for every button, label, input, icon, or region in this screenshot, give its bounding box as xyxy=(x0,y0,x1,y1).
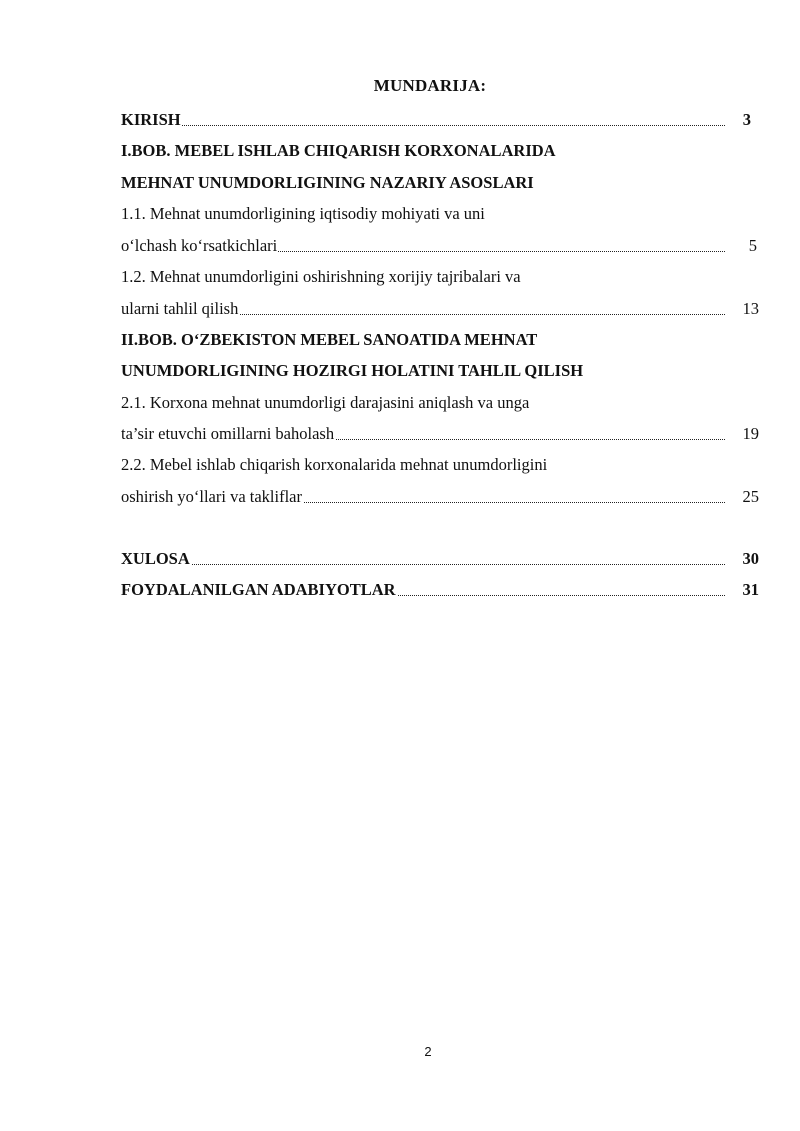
dot-leader xyxy=(121,564,725,565)
toc-entry-adabiyotlar[interactable] xyxy=(121,580,725,600)
toc-title: MUNDARIJA: xyxy=(373,76,487,95)
toc-entry-xulosa[interactable] xyxy=(121,549,725,569)
toc-entry-label: ularni tahlil qilish xyxy=(121,299,239,318)
toc-entry-label: FOYDALANILGAN ADABIYOTLAR xyxy=(121,580,396,599)
toc-page-number: 5 xyxy=(748,236,757,255)
chapter-heading[interactable]: UNUMDORLIGINING HOZIRGI HOLATINI TAHLIL QILISH xyxy=(121,361,584,380)
toc-page-number: 3 xyxy=(742,110,751,129)
toc-page-number: 19 xyxy=(742,424,759,443)
toc-page-number: 30 xyxy=(742,549,759,568)
toc-entry-label: o‘lchash ko‘rsatkichlari xyxy=(121,236,278,255)
toc-entry-text[interactable]: 2.1. Korxona mehnat unumdorligi darajasini aniqlash va unga xyxy=(121,393,530,412)
chapter-heading[interactable]: II.BOB. O‘ZBEKISTON MEBEL SANOATIDA MEHNAT xyxy=(121,330,538,349)
toc-entry-2-2[interactable] xyxy=(121,487,725,507)
toc-entry-kirish[interactable] xyxy=(121,110,725,130)
chapter-heading[interactable]: I.BOB. MEBEL ISHLAB CHIQARISH KORXONALARIDA xyxy=(121,141,556,160)
toc-entry-1-1[interactable] xyxy=(121,236,725,256)
page-number: 2 xyxy=(424,1044,432,1059)
toc-entry-text[interactable]: 1.2. Mehnat unumdorligini oshirishning xorijiy tajribalari va xyxy=(121,267,521,286)
toc-entry-2-1[interactable] xyxy=(121,424,725,444)
toc-entry-label: ta’sir etuvchi omillarni baholash xyxy=(121,424,335,443)
toc-entry-label: XULOSA xyxy=(121,549,190,568)
chapter-heading[interactable]: MEHNAT UNUMDORLIGINING NAZARIY ASOSLARI xyxy=(121,173,534,192)
toc-page-number: 13 xyxy=(742,299,759,318)
toc-page-number: 25 xyxy=(742,487,759,506)
toc-entry-label: KIRISH xyxy=(121,110,181,129)
toc-page-number: 31 xyxy=(742,580,759,599)
toc-entry-text[interactable]: 1.1. Mehnat unumdorligining iqtisodiy mohiyati va uni xyxy=(121,204,485,223)
toc-entry-1-2[interactable] xyxy=(121,299,725,319)
toc-entry-label: oshirish yo‘llari va takliflar xyxy=(121,487,302,506)
dot-leader xyxy=(121,125,725,126)
toc-entry-text[interactable]: 2.2. Mebel ishlab chiqarish korxonalarida mehnat unumdorligini xyxy=(121,455,548,474)
